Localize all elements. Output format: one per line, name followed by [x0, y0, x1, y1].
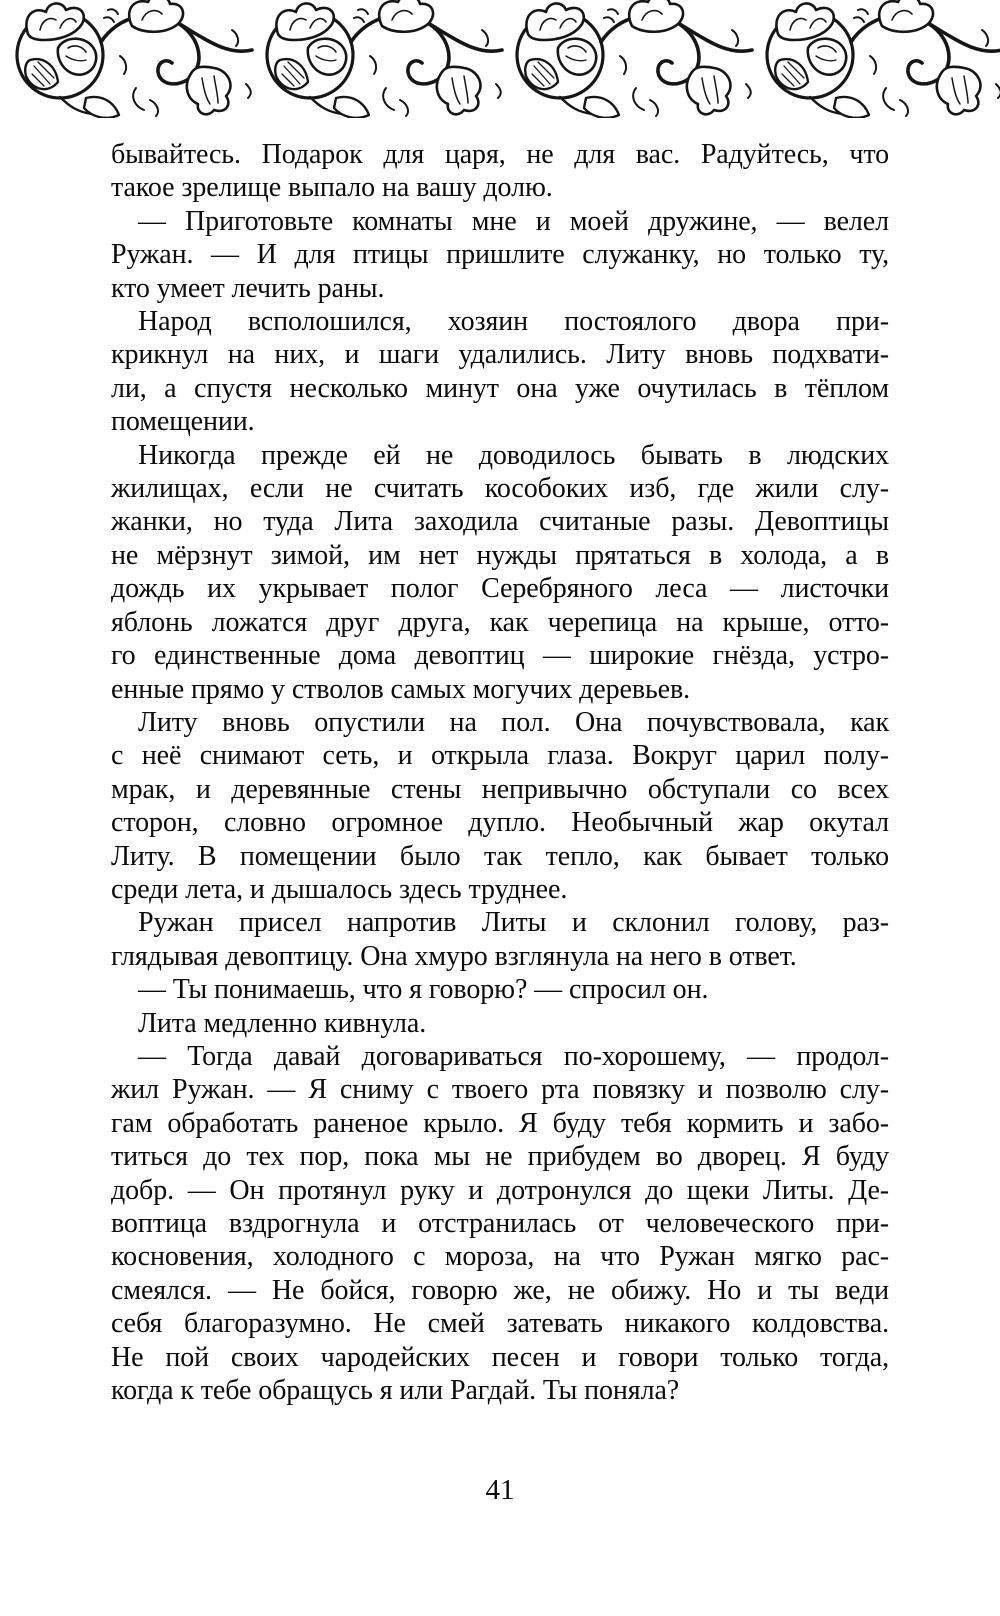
text-line: такое зрелище выпало на вашу долю. — [111, 172, 553, 204]
text-line: жил Ружан. — Я сниму с твоего рта повязку и позволю слу- — [111, 1074, 889, 1106]
text-line: Народ всполошился, хозяин постоялого двора при- — [138, 306, 889, 338]
text-line: жанки, но туда Лита заходила считаные разы. Девоптицы — [111, 506, 889, 538]
text-line: — Приготовьте комнаты мне и моей дружине, — велел — [138, 205, 889, 237]
paragraph — [111, 305, 889, 439]
paragraph — [111, 706, 889, 906]
text-line: го единственные дома девоптиц — широкие гнёзда, устро- — [111, 640, 889, 672]
text-line: не мёрзнут зимой, им нет нужды прятаться в холода, а в — [111, 539, 889, 571]
text-line: Литу вновь опустили на пол. Она почувствовала, как — [138, 706, 889, 738]
text-line: косновения, холодного с мороза, на что Ружан мягко рас- — [111, 1241, 889, 1273]
text-line: — Ты понимаешь, что я говорю? — спросил он. — [138, 974, 709, 1006]
text-line: себя благоразумно. Не смей затевать никакого колдовства. — [111, 1308, 889, 1340]
text-line: енные прямо у стволов самых могучих деревьев. — [111, 673, 690, 705]
text-line: Литу. В помещении было так тепло, как бывает только — [111, 840, 889, 872]
text-line: Не пой своих чародейских песен и говори только тогда, — [111, 1341, 889, 1373]
header-ornament-band — [0, 0, 1000, 118]
text-line: Ружан присел напротив Литы и склонил голову, раз- — [138, 907, 889, 939]
floral-scroll-border-icon — [0, 0, 1000, 118]
text-line: гам обработать раненое крыло. Я буду тебя кормить и забо- — [111, 1107, 889, 1139]
text-line: смеялся. — Не бойся, говорю же, не обижу. Но и ты веди — [111, 1274, 889, 1306]
text-line: когда к тебе обращусь я или Рагдай. Ты поняла? — [111, 1375, 680, 1407]
text-line: бывайтесь. Подарок для царя, не для вас. Радуйтесь, что — [111, 139, 889, 170]
text-block — [111, 138, 889, 1407]
text-line: Ружан. — И для птицы пришлите служанку, но только ту, — [111, 239, 889, 271]
text-line: дождь их укрывает полог Серебряного леса — листочки — [111, 573, 889, 605]
paragraph — [111, 205, 889, 305]
text-line: Никогда прежде ей не доводилось бывать в людских — [138, 439, 889, 471]
paragraph — [111, 439, 889, 706]
text-line: мрак, и деревянные стены непривычно обступали со всех — [111, 773, 889, 805]
text-line: среди лета, и дышалось здесь труднее. — [111, 873, 568, 905]
paragraph — [111, 973, 889, 1006]
text-line: с неё снимают сеть, и открыла глаза. Вокруг царил полу- — [111, 740, 889, 772]
text-line: добр. — Он протянул руку и дотронулся до щеки Литы. Де- — [111, 1174, 889, 1206]
paragraph — [111, 1007, 889, 1040]
page-number: 41 — [485, 1474, 515, 1506]
text-line: сторон, словно огромное дупло. Необычный жар окутал — [111, 807, 889, 839]
text-line: крикнул на них, и шаги удалились. Литу вновь подхвати- — [111, 339, 889, 371]
paragraph — [111, 1040, 889, 1407]
text-line: помещении. — [111, 406, 255, 438]
text-line: — Тогда давай договариваться по-хорошему, — продол- — [138, 1040, 889, 1072]
text-line: титься до тех пор, пока мы не прибудем во дворец. Я буду — [111, 1141, 889, 1173]
text-line: воптица вздрогнула и отстранилась от человеческого при- — [111, 1208, 889, 1239]
text-line: глядывая девоптицу. Она хмуро взглянула на него в ответ. — [111, 940, 797, 972]
text-line: жилищах, если не считать кособоких изб, где жили слу- — [111, 473, 889, 505]
paragraph — [111, 906, 889, 973]
text-line: кто умеет лечить раны. — [111, 272, 385, 304]
text-line: яблонь ложатся друг друга, как черепица на крыше, отто- — [111, 606, 889, 638]
paragraph — [111, 138, 889, 205]
text-line: ли, а спустя несколько минут она уже очутилась в тёплом — [111, 372, 889, 404]
text-line: Лита медленно кивнула. — [138, 1007, 427, 1039]
